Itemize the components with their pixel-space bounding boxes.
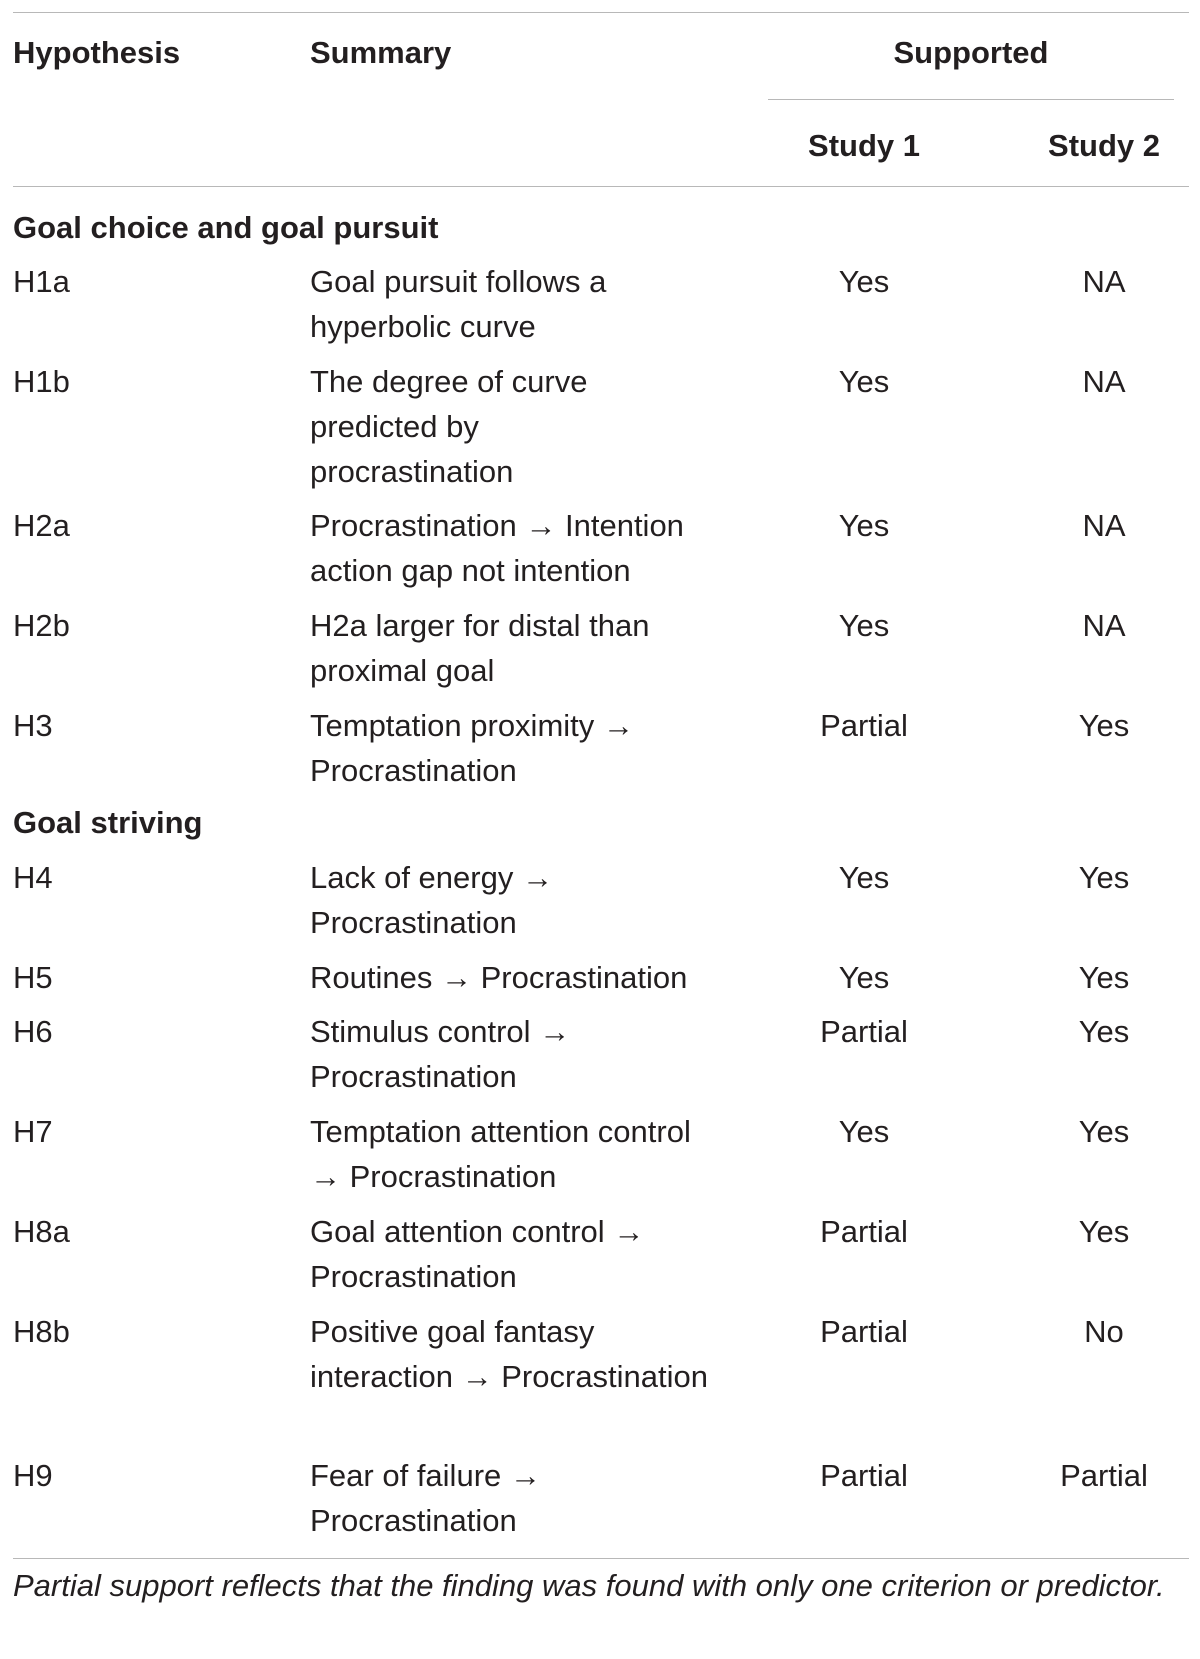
row-study-1: Yes: [838, 608, 890, 643]
row-study-2: NA: [1082, 364, 1126, 399]
row-hypothesis: H4: [13, 860, 53, 895]
row-study-2: Partial: [1060, 1458, 1148, 1493]
row-hypothesis: H8a: [13, 1214, 70, 1249]
row-study-1: Partial: [820, 1014, 908, 1049]
row-study-1: Yes: [838, 508, 890, 543]
row-study-1: Partial: [820, 708, 908, 743]
row-hypothesis: H6: [13, 1014, 53, 1049]
row-summary: Procrastination → Intention action gap not intention: [310, 508, 684, 588]
row-hypothesis: H3: [13, 708, 53, 743]
row-summary: Stimulus control → Procrastination: [310, 1014, 571, 1094]
header-hypothesis: Hypothesis: [13, 35, 181, 70]
row-study-1: Partial: [820, 1314, 908, 1349]
header-summary: Summary: [310, 35, 452, 70]
row-study-2: NA: [1082, 508, 1126, 543]
row-study-1: Yes: [838, 264, 890, 299]
row-hypothesis: H1b: [13, 364, 70, 399]
row-study-1: Yes: [838, 1114, 890, 1149]
row-hypothesis: H9: [13, 1458, 53, 1493]
header-supported: Supported: [893, 35, 1049, 70]
row-study-2: Yes: [1078, 1214, 1130, 1249]
row-hypothesis: H7: [13, 1114, 53, 1149]
row-study-1: Yes: [838, 860, 890, 895]
row-summary: The degree of curve predicted by procrastination: [310, 364, 588, 489]
bottom-rule: [13, 1558, 1189, 1559]
row-summary: Goal pursuit follows a hyperbolic curve: [310, 264, 607, 344]
row-summary: Routines → Procrastination: [310, 960, 688, 995]
supported-rule: [768, 99, 1174, 100]
section-title: Goal choice and goal pursuit: [13, 210, 439, 245]
row-hypothesis: H8b: [13, 1314, 70, 1349]
row-study-1: Partial: [820, 1458, 908, 1493]
row-summary: Fear of failure → Procrastination: [310, 1458, 541, 1538]
row-study-2: Yes: [1078, 860, 1130, 895]
row-study-1: Yes: [838, 960, 890, 995]
row-hypothesis: H2a: [13, 508, 70, 543]
row-summary: Lack of energy → Procrastination: [310, 860, 553, 940]
top-rule: [13, 12, 1189, 13]
row-study-2: Yes: [1078, 1114, 1130, 1149]
row-hypothesis: H5: [13, 960, 53, 995]
row-study-2: Yes: [1078, 1014, 1130, 1049]
row-hypothesis: H2b: [13, 608, 70, 643]
row-study-2: NA: [1082, 608, 1126, 643]
header-study-2: Study 2: [1048, 128, 1160, 163]
row-study-2: Yes: [1078, 708, 1130, 743]
row-summary: H2a larger for distal than proximal goal: [310, 608, 650, 688]
row-summary: Temptation proximity → Procrastination: [310, 708, 634, 788]
header-study-1: Study 1: [808, 128, 920, 163]
row-study-2: No: [1084, 1314, 1124, 1349]
header-rule: [13, 186, 1189, 187]
row-summary: Temptation attention control → Procrastination: [310, 1114, 691, 1194]
row-summary: Positive goal fantasy interaction → Procrastination: [310, 1314, 709, 1394]
row-hypothesis: H1a: [13, 264, 70, 299]
section-title: Goal striving: [13, 805, 203, 840]
row-study-2: NA: [1082, 264, 1126, 299]
row-study-1: Partial: [820, 1214, 908, 1249]
row-study-2: Yes: [1078, 960, 1130, 995]
row-summary: Goal attention control → Procrastination: [310, 1214, 645, 1294]
row-study-1: Yes: [838, 364, 890, 399]
table-footnote: Partial support reflects that the finding was found with only one criterion or predictor.: [13, 1568, 1165, 1603]
